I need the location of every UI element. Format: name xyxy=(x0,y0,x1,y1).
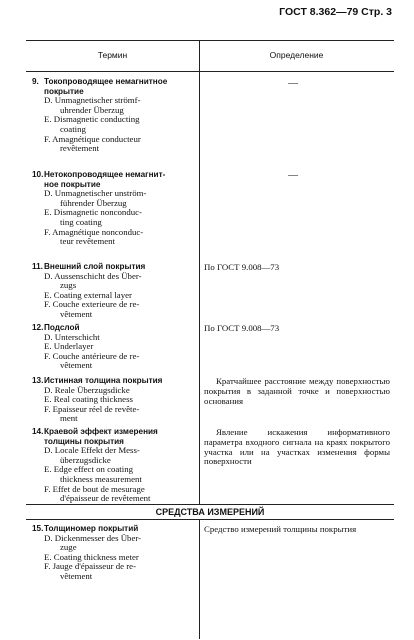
translation-en: E. Coating external layer xyxy=(44,289,132,300)
translation-de: D. Dickenmesser des Über- xyxy=(44,532,142,543)
term-title: ное покрытие xyxy=(44,179,101,189)
translation-en: E. Edge effect on coating xyxy=(44,464,133,475)
translation-fr-cont: d'épaisseur de revêtement xyxy=(60,493,151,504)
term-title: 12.Подслой xyxy=(32,323,80,332)
translation-en-cont: ting coating xyxy=(60,216,102,227)
translation-de-cont: uhrender Überzug xyxy=(60,104,124,115)
translation-de: D. Locale Effekt der Mess- xyxy=(44,445,140,456)
translation-de: D. Unmagnetischer strömf- xyxy=(44,95,141,106)
term-entry-14 xyxy=(32,427,192,504)
page-header: ГОСТ 8.362—79 Стр. 3 xyxy=(279,6,392,18)
translation-fr: F. Amagnétique conducteur xyxy=(44,133,141,144)
definition-10: — xyxy=(288,170,298,181)
translation-de-cont: zugs xyxy=(60,280,77,291)
translation-fr: F. Couche antérieure de re- xyxy=(44,350,140,361)
translation-fr: F. Effet de bout de mesurage xyxy=(44,483,145,494)
translation-fr-cont: vêtement xyxy=(60,570,93,581)
translation-de: D. Reale Überzugsdicke xyxy=(44,384,130,395)
terms-table xyxy=(26,40,394,640)
translation-fr: F. Couche exterieure de re- xyxy=(44,299,140,310)
column-divider-lower xyxy=(199,519,200,639)
translation-fr-cont: revêtement xyxy=(60,143,100,154)
term-entry-12 xyxy=(32,323,192,371)
column-divider xyxy=(199,40,200,504)
term-title: 13.Истинная толщина покрытия xyxy=(32,376,163,385)
column-header-definitions: Определение xyxy=(269,50,324,60)
translation-fr: F. Jauge d'épaisseur de re- xyxy=(44,561,136,572)
table-top-rule xyxy=(26,40,394,41)
translation-en: E. Underlayer xyxy=(44,341,94,352)
translation-de: D. Unmagnetischer unström- xyxy=(44,188,147,199)
translation-de-cont: überzugsdicke xyxy=(60,454,111,465)
translation-fr: F. Epaisseur réel de revête- xyxy=(44,403,140,414)
term-entry-9 xyxy=(32,77,192,154)
translation-en: E. Dismagnetic conducting xyxy=(44,114,140,125)
translation-fr-cont: vêtement xyxy=(60,360,93,371)
table-header-rule xyxy=(26,71,394,72)
column-header-terms: Термин xyxy=(97,50,128,60)
translation-fr-cont: teur revêtement xyxy=(60,236,115,247)
term-title: 9. Токопроводящее немагнитное xyxy=(32,77,168,86)
translation-de: D. Aussenschicht des Über- xyxy=(44,270,142,281)
term-entry-11 xyxy=(32,262,192,320)
section-heading: СРЕДСТВА ИЗМЕРЕНИЙ xyxy=(155,507,265,517)
translation-fr: F. Amagnétique nonconduc- xyxy=(44,226,144,237)
translation-en: E. Coating thickness meter xyxy=(44,551,139,562)
definition-9: — xyxy=(288,78,298,89)
translation-en-cont: coating xyxy=(60,123,86,134)
translation-fr-cont: vêtement xyxy=(60,308,93,319)
translation-fr-cont: ment xyxy=(60,413,78,424)
term-entry-13 xyxy=(32,376,192,424)
definition-11: По ГОСТ 9.008—73 xyxy=(204,262,280,272)
section-top-rule xyxy=(26,504,394,505)
term-entry-10 xyxy=(32,170,192,247)
translation-de: D. Unterschicht xyxy=(44,331,100,342)
translation-en-cont: thickness measurement xyxy=(60,473,142,484)
translation-en: E. Real coating thickness xyxy=(44,394,133,405)
term-entry-15 xyxy=(32,524,192,582)
term-title: толщины покрытия xyxy=(44,436,124,446)
definition-14: Явление искажения информативного параметра входного сигнала на краях покрытого участка или на участках изменения формы поверхности xyxy=(204,427,390,467)
translation-de-cont: zuge xyxy=(60,542,77,553)
section-bottom-rule xyxy=(26,519,394,520)
definition-13: Кратчайшее расстояние между поверхностью покрытия в заданной точке и поверхностью основания xyxy=(204,376,390,406)
term-title: покрытие xyxy=(44,86,84,96)
definition-12: По ГОСТ 9.008—73 xyxy=(204,323,280,333)
translation-en: E. Dismagnetic nonconduc- xyxy=(44,207,142,218)
term-title: 14.Краевой эффект измерения xyxy=(32,427,158,436)
definition-15: Средство измерений толщины покрытия xyxy=(204,524,357,534)
term-title: 11.Внешний слой покрытия xyxy=(32,262,146,271)
term-title: 15.Толщиномер покрытий xyxy=(32,524,139,533)
term-title: 10.Нетокопроводящее немагнит- xyxy=(32,170,166,179)
translation-de-cont: führender Überzug xyxy=(60,197,127,208)
